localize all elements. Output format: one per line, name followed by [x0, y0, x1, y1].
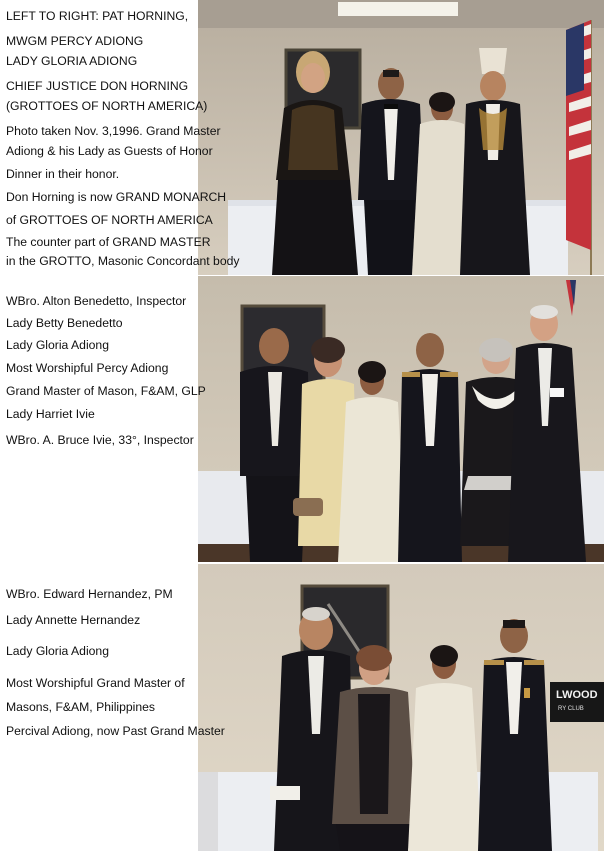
photo-3-image [198, 564, 604, 851]
photo-2-image [198, 276, 604, 562]
club-sign-line2: RY CLUB [558, 706, 584, 712]
photo-past-grand-master [198, 564, 604, 851]
caption-line: WBro. A. Bruce Ivie, 33°, Inspector [6, 433, 194, 447]
caption-line: of GROTTOES OF NORTH AMERICA [6, 213, 213, 227]
caption-line: in the GROTTO, Masonic Concordant body [6, 254, 240, 268]
caption-line: Adiong & his Lady as Guests of Honor [6, 144, 213, 158]
caption-line: WBro. Alton Benedetto, Inspector [6, 294, 187, 308]
photo-grotto-chief-justice [198, 0, 604, 275]
caption-line: Photo taken Nov. 3,1996. Grand Master [6, 124, 221, 138]
caption-line: Most Worshipful Percy Adiong [6, 361, 169, 375]
caption-line: Lady Gloria Adiong [6, 644, 109, 658]
caption-line: Lady Gloria Adiong [6, 338, 109, 352]
caption-line: Dinner in their honor. [6, 167, 120, 181]
caption-line: (GROTTOES OF NORTH AMERICA) [6, 99, 208, 113]
caption-line: The counter part of GRAND MASTER [6, 235, 211, 249]
club-sign-line1: LWOOD [556, 689, 598, 701]
caption-line: MWGM PERCY ADIONG [6, 34, 144, 48]
caption-line: WBro. Edward Hernandez, PM [6, 587, 173, 601]
photo-1-image [198, 0, 604, 275]
caption-line: Lady Annette Hernandez [6, 613, 141, 627]
photo-inspectors-group [198, 276, 604, 562]
caption-line: LADY GLORIA ADIONG [6, 54, 138, 68]
caption-line: Lady Betty Benedetto [6, 316, 123, 330]
caption-line: Don Horning is now GRAND MONARCH [6, 190, 227, 204]
caption-line: CHIEF JUSTICE DON HORNING [6, 79, 189, 93]
caption-line: Grand Master of Mason, F&AM, GLP [6, 384, 206, 398]
caption-line: Percival Adiong, now Past Grand Master [6, 724, 225, 738]
caption-line: Lady Harriet Ivie [6, 407, 95, 421]
caption-line: LEFT TO RIGHT: PAT HORNING, [6, 9, 189, 23]
caption-line: Most Worshipful Grand Master of [6, 676, 185, 690]
caption-line: Masons, F&AM, Philippines [6, 700, 156, 714]
